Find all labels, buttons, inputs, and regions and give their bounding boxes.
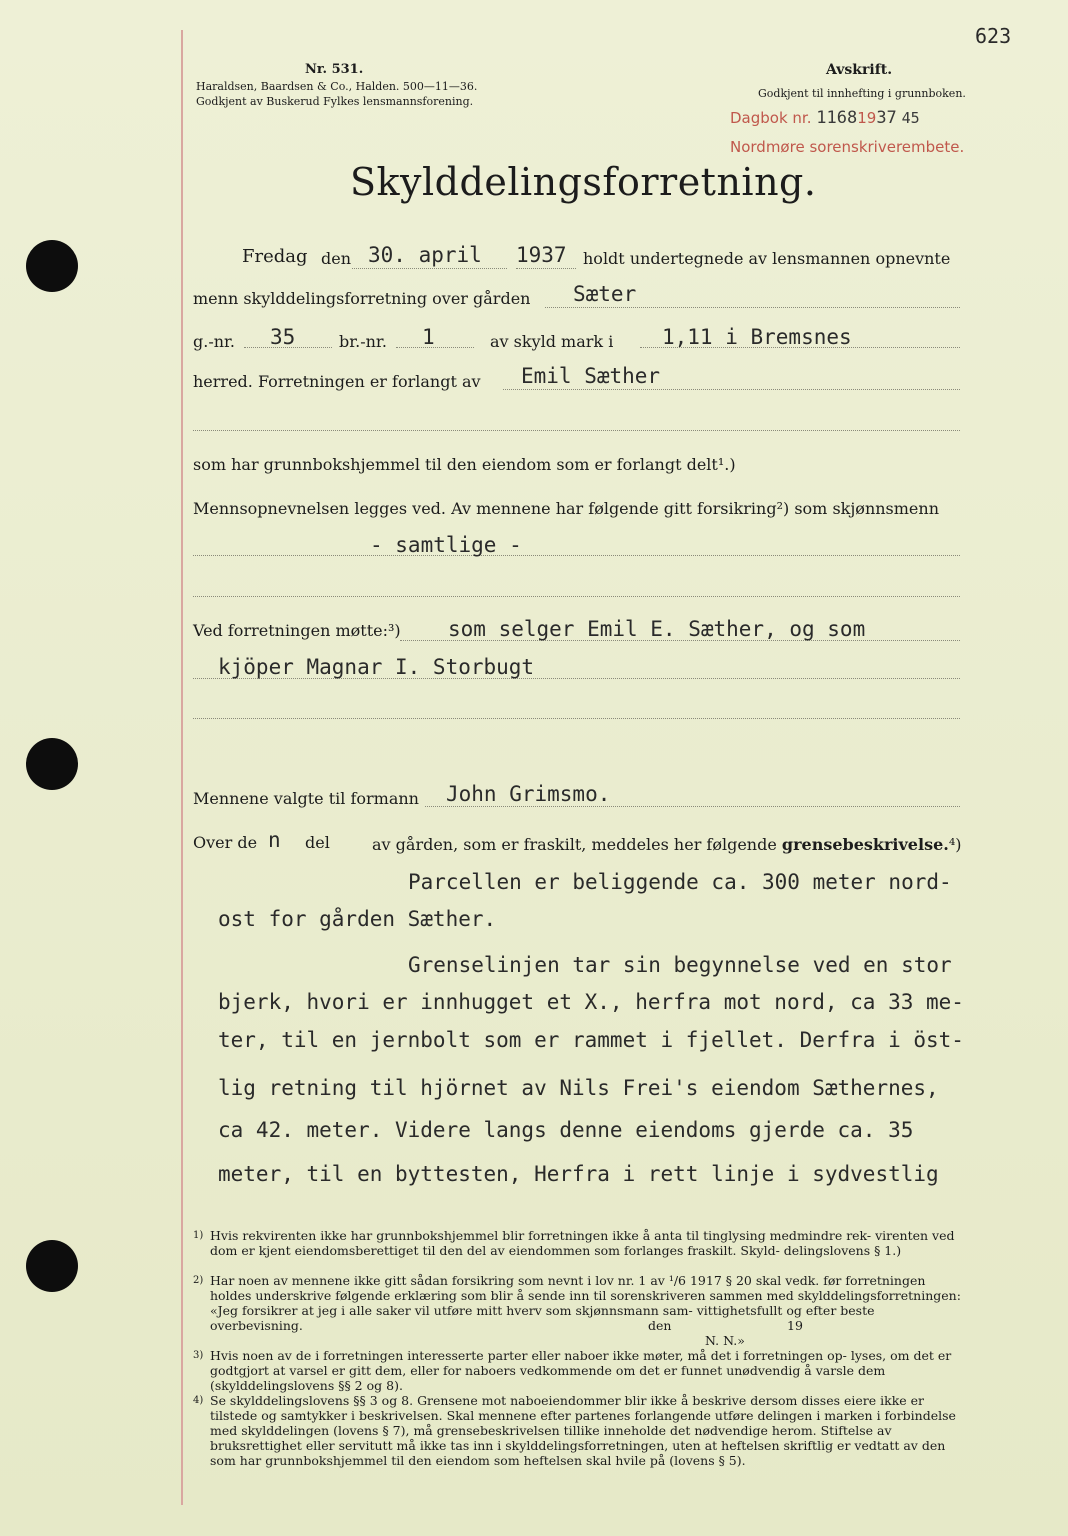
intro-text1: holdt undertegnede av lensmannen opnevnte [583, 249, 951, 268]
footnote-2-den: den [648, 1318, 672, 1333]
footnote-text: Hvis rekvirenten ikke har grunnbokshjemmel blir forretningen ikke å anta til tinglysing medmindre rek- virenten ved dom er kjent eiendomsberettiget til den del av eiendommen som forlanges fraskilt. Skyld- delingslovens § 1.) [210, 1228, 955, 1258]
footnote-2-year: 19 [787, 1318, 803, 1333]
description-line: ost for gården Sæther. [218, 907, 497, 931]
del-label2: del [305, 833, 330, 852]
gnr-value: 35 [270, 325, 296, 349]
dagbok-label: Dagbok nr. [730, 109, 812, 127]
footnote-text: Se skylddelingslovens §§ 3 og 8. Grensene mot naboeiendommer blir ikke å beskrive dersom disses eiere ikke er tilstede og samtykker i beskrivelsen. Skal mennene efter partenes forlangende utføre delingen i marken i forbindelse med skylddelingen (lovens § 7), må grensebeskrivelsen tillike inneholde det nødvendige herom. Stiftelse av bruksrettighet eller servitutt må ikke tas inn i skylddelingsforretningen, uten at heftelsen skriftlig er vedtatt av den som har grunnbokshjemmel til den eiendom som heftelsen skal hvile på (lovens § 5). [210, 1393, 956, 1468]
intro-year: 1937 [516, 243, 567, 267]
dagbok-year-prefix: 19 [857, 109, 877, 127]
menn-value: - samtlige - [370, 533, 522, 557]
skyld-label: av skyld mark i [490, 332, 614, 351]
footnote-3 [193, 1348, 963, 1393]
form-approval: Godkjent av Buskerud Fylkes lensmannsforening. [196, 95, 474, 108]
footnote-1 [193, 1228, 963, 1258]
gnr-label: g.-nr. [193, 332, 236, 351]
farm-name: Sæter [573, 282, 637, 306]
footnote-marker: 4) [193, 1395, 204, 1406]
footnote-marker: 1) [193, 1230, 204, 1241]
footnote-text: Hvis noen av de i forretningen interesserte parter eller naboer ikke møter, må det i forretningen op- lyses, om det er godtgjort at varsel er gitt dem, eller for naboers vedkommende om det er funnet unødvendig å varsle dem (skylddelingslovens §§ 2 og 8). [210, 1348, 952, 1393]
footnote-marker: 3) [193, 1350, 204, 1361]
mote-line2: kjöper Magnar I. Storbugt [218, 655, 535, 679]
requester: Emil Sæther [521, 364, 661, 388]
description-line: bjerk, hvori er innhugget et X., herfra mot nord, ca 33 me- [218, 990, 964, 1014]
dagbok-suffix: 45 [901, 109, 920, 127]
footnote-marker: 2) [193, 1275, 204, 1286]
footnote-4 [193, 1393, 963, 1468]
mote-label: Ved forretningen møtte:³) [193, 621, 401, 640]
footnote-2 [193, 1273, 963, 1333]
den-label: den [321, 249, 352, 268]
herred-text: herred. Forretningen er forlangt av [193, 372, 481, 391]
description-line: Grenselinjen tar sin begynnelse ved en stor [408, 953, 952, 977]
formann-value: John Grimsmo. [446, 782, 611, 806]
description-line: Parcellen er beliggende ca. 300 meter nord- [408, 870, 952, 894]
menn-text: Mennsopnevnelsen legges ved. Av mennene har følgende gitt forsikring²) som skjønnsmenn [193, 499, 940, 518]
hjemmel-text: som har grunnbokshjemmel til den eiendom som er forlangt delt¹.) [193, 455, 736, 474]
description-line: ter, til en jernbolt som er rammet i fjellet. Derfra i öst- [218, 1028, 964, 1052]
dagbok-year: 37 [876, 108, 897, 128]
description-line: ca 42. meter. Videre langs denne eiendoms gjerde ca. 35 [218, 1118, 914, 1142]
grensebeskrivelse-label: grensebeskrivelse. [781, 835, 949, 854]
intro-date: 30. april [368, 243, 482, 267]
del-label1: Over de [193, 833, 258, 852]
punch-hole-middle [26, 738, 78, 790]
intro-text2: menn skylddelingsforretning over gården [193, 289, 531, 308]
punch-hole-top [26, 240, 78, 292]
punch-hole-bottom [26, 1240, 78, 1292]
page-number: 623 [975, 24, 1012, 48]
skyld-value: 1,11 i Bremsnes [662, 325, 852, 349]
footnote-text: Har noen av mennene ikke gitt sådan forsikring som nevnt i lov nr. 1 av ¹/6 1917 § 20 skal vedk. før forretningen holdes underskrive følgende erklæring som blir å sende inn til sorenskriveren sammen med skylddelingsforretningen: «Jeg forsikrer at jeg i alle saker vil utføre mitt hverv som skjønnsmann sam- vittighetsfullt og efter beste overbevisning. [210, 1273, 961, 1333]
margin-line [181, 30, 183, 1505]
del-text [372, 835, 961, 854]
dagbok-number: 1168 [816, 108, 858, 128]
office-stamp: Nordmøre sorenskriverembete. [730, 138, 965, 156]
formann-label: Mennene valgte til formann [193, 789, 419, 808]
dagbok-stamp [730, 108, 920, 128]
form-number: Nr. 531. [305, 62, 364, 77]
footnote-ref-4: ⁴) [948, 835, 962, 854]
form-printer: Haraldsen, Baardsen & Co., Halden. 500—11—36. [196, 80, 478, 93]
bnr-value: 1 [422, 325, 435, 349]
del-label3: av gården, som er fraskilt, meddeles her følgende [372, 835, 777, 854]
bnr-label: br.-nr. [339, 332, 387, 351]
description-line: meter, til en byttesten, Herfra i rett linje i sydvestlig [218, 1162, 939, 1186]
mote-line1: som selger Emil E. Sæther, og som [448, 617, 866, 641]
document-title: Skylddelingsforretning. [350, 160, 817, 204]
footnote-2-signature: N. N.» [705, 1333, 745, 1348]
copy-title: Avskrift. [826, 62, 893, 78]
del-value: n [268, 828, 281, 852]
weekday: Fredag [242, 246, 308, 267]
description-line: lig retning til hjörnet av Nils Frei's eiendom Sæthernes, [218, 1076, 939, 1100]
copy-approval: Godkjent til innhefting i grunnboken. [758, 87, 966, 100]
